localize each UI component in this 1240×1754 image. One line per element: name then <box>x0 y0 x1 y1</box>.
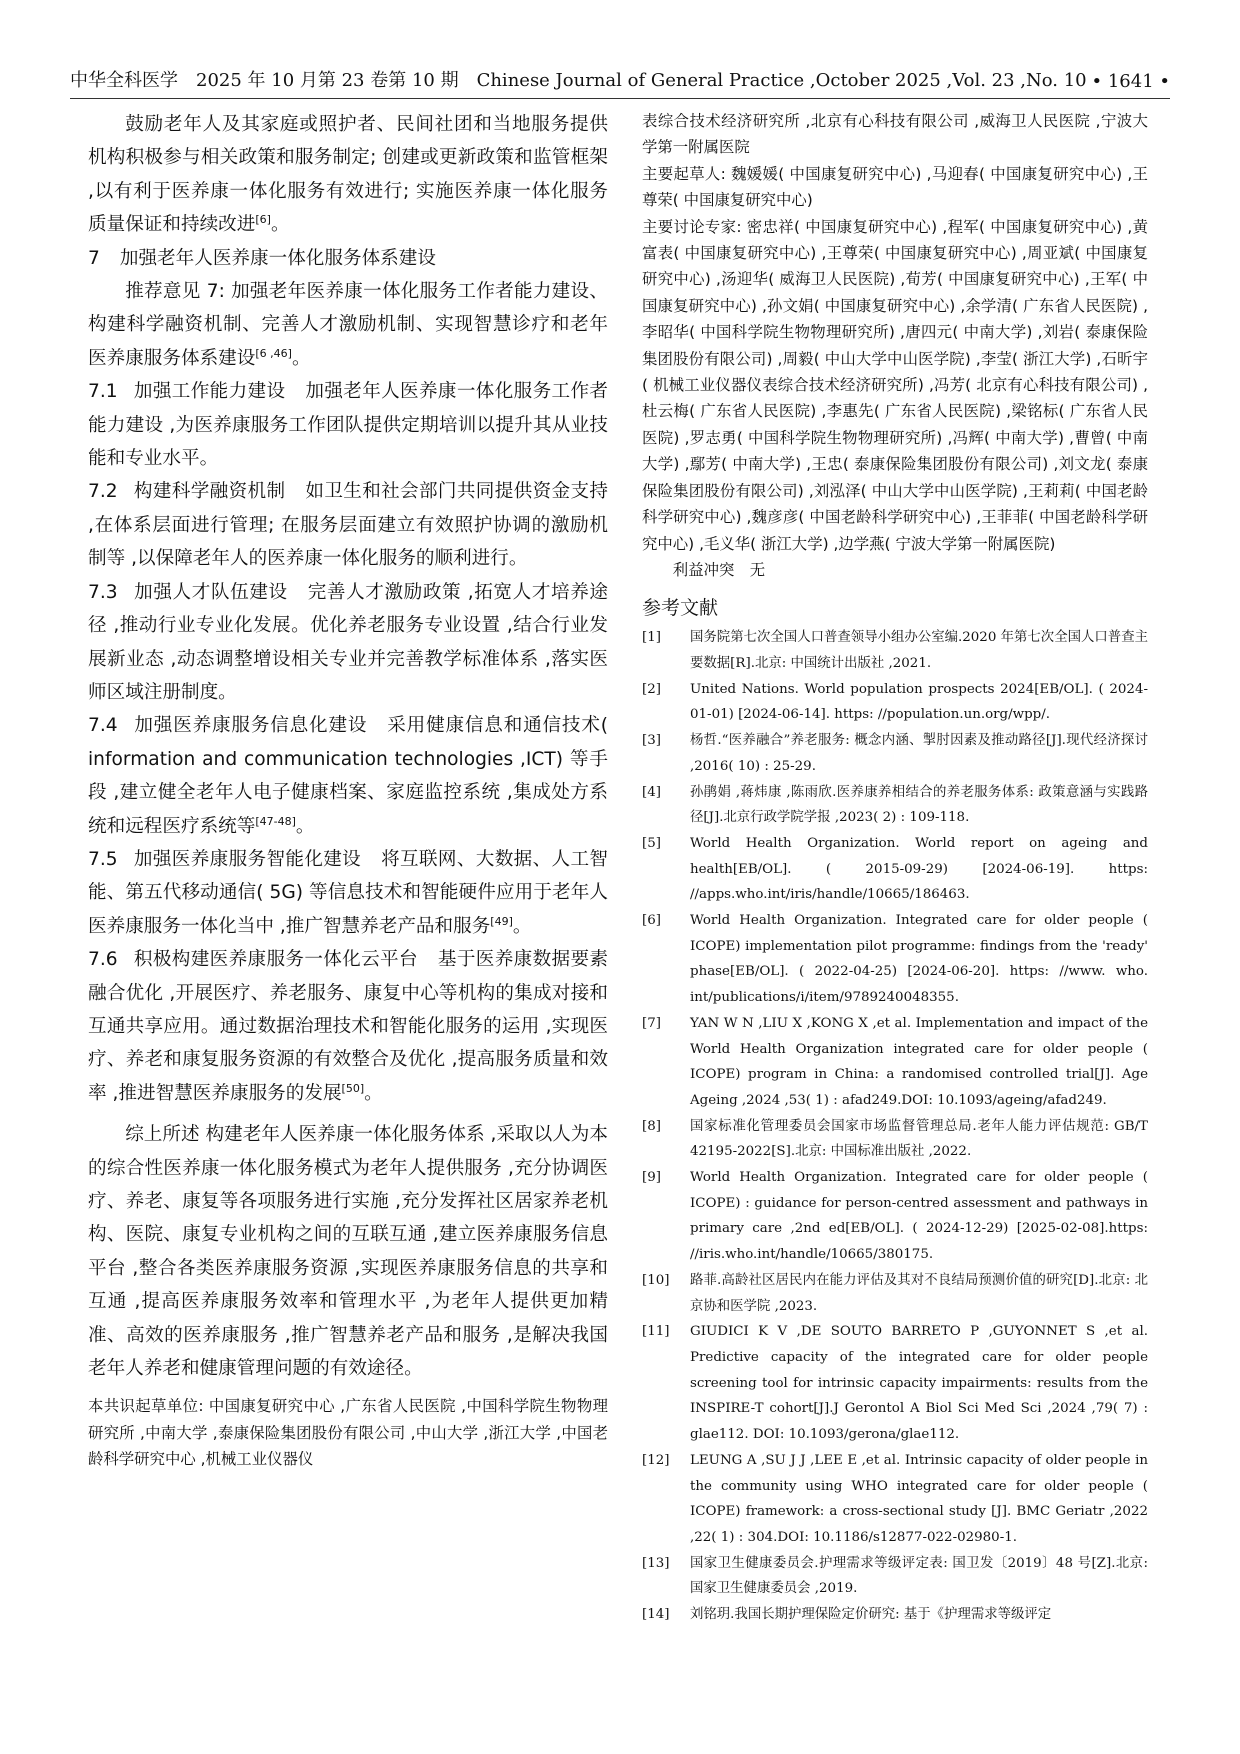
main-drafters: 主要起草人: 魏媛媛( 中国康复研究中心) ,马迎春( 中国康复研究中心) ,王尊荣( 中国康复研究中心) <box>642 164 1148 210</box>
left-column <box>88 108 608 1473</box>
reference-number: [8] <box>642 1118 661 1134</box>
reference-number: [3] <box>642 733 661 749</box>
reference-item <box>642 728 1148 779</box>
section-7-2: 7.2 构建科学融资机制 如卫生和社会部门共同提供资金支持 ,在体系层面进行管理; 在服务层面建立有效照护协调的激励机制等 ,以保障老年人的医养康一体化服务的顺利进行。 <box>88 481 608 570</box>
section-7-5: 7.5 加强医养康服务智能化建设 将互联网、大数据、人工智能、第五代移动通信( 5G) 等信息技术和智能硬件应用于老年人医养康服务一体化当中 ,推广智慧养老产品和服务[49]。 <box>88 848 608 937</box>
reference-item <box>642 1551 1148 1602</box>
reference-number: [9] <box>642 1170 661 1186</box>
reference-text: World Health Organization. World report on ageing and health[EB/OL]. ( 2015-09-29) [2024-06-19]. https: //apps.who.int/iris/handle/10665/186463. <box>690 835 1148 903</box>
conflict-of-interest: 利益冲突 无 <box>672 560 766 579</box>
reference-item <box>642 625 1148 676</box>
reference-text: 刘铭玥.我国长期护理保险定价研究: 基于《护理需求等级评定 <box>690 1607 1052 1623</box>
section-7-3: 7.3 加强人才队伍建设 完善人才激励政策 ,拓宽人才培养途径 ,推动行业专业化发展。优化养老服务专业设置 ,结合行业发展新业态 ,动态调整增设相关专业并完善教学标准体系 ,落实医师区域注册制度。 <box>88 581 608 703</box>
reference-text: 国务院第七次全国人口普查领导小组办公室编.2020 年第七次全国人口普查主要数据[R].北京: 中国统计出版社 ,2021. <box>690 630 1148 672</box>
reference-text: LEUNG A ,SU J J ,LEE E ,et al. Intrinsic capacity of older people in the community using WHO integrated care for older people ( ICOPE) framework: a cross-sectional study [J]. BMC Geriatr ,2022 ,22( 1) : 304.DOI: 10.1186/s12877-022-02980-1. <box>690 1452 1148 1545</box>
reference-text: World Health Organization. Integrated care for older people ( ICOPE) : guidance for person-centred assessment and pathways in primary care ,2nd ed[EB/OL]. ( 2024-12-29) [2025-02-08].https: //iris.who.int/handle/10665/380175. <box>690 1170 1148 1263</box>
reference-number: [1] <box>642 630 661 646</box>
discussion-experts: 主要讨论专家: 密忠祥( 中国康复研究中心) ,程军( 中国康复研究中心) ,黄富表( 中国康复研究中心) ,王尊荣( 中国康复研究中心) ,周亚斌( 中国康复研究中心) ,汤迎华( 威海卫人民医院) ,荀芳( 中国康复研究中心) ,王军( 中国康复研究中心) ,孙文娟( 中国康复研究中心) ,余学清( 广东省人民医院) ,李昭华( 中国科学院生物物理研究所) ,唐四元( 中南大学) ,刘岩( 泰康保险集团股份有限公司) ,周毅( 中山大学中山医学院) ,李莹( 浙江大学) ,石昕宇( 机械工业仪器仪表综合技术经济研究所) ,冯芳( 北京有心科技有限公司) ,杜云梅( 广东省人民医院) ,李惠先( 广东省人民医院) ,梁铭标( 广东省人民医院) ,罗志勇( 中国科学院生物物理研究所) ,冯辉( 中南大学) ,曹曾( 中南大学) ,鄢芳( 中南大学) ,王忠( 泰康保险集团股份有限公司) ,刘文龙( 泰康保险集团股份有限公司) ,刘泓泽( 中山大学中山医学院) ,王莉莉( 中国老龄科学研究中心) ,魏彦彦( 中国老龄科学研究中心) ,王菲菲( 中国老龄科学研究中心) ,毛义华( 浙江大学) ,边学燕( 宁波大学第一附属医院) <box>642 217 1148 553</box>
reference-number: [11] <box>642 1324 670 1340</box>
reference-item <box>642 1448 1148 1551</box>
paragraph-policy: 鼓励老年人及其家庭或照护者、民间社团和当地服务提供机构积极参与相关政策和服务制定; 创建或更新政策和监管框架 ,以有利于医养康一体化服务有效进行; 实施医养康一体化服务质量保证和持续改进[6]。 <box>88 114 608 236</box>
reference-number: [2] <box>642 681 661 697</box>
reference-item <box>642 1165 1148 1268</box>
reference-number: [10] <box>642 1272 670 1288</box>
reference-item <box>642 780 1148 831</box>
reference-item <box>642 677 1148 728</box>
reference-item <box>642 1268 1148 1319</box>
reference-item <box>642 1114 1148 1165</box>
reference-list <box>642 625 1148 1627</box>
reference-number: [7] <box>642 1015 661 1031</box>
reference-number: [12] <box>642 1452 670 1468</box>
reference-text: 国家卫生健康委员会.护理需求等级评定表: 国卫发〔2019〕48 号[Z].北京: 国家卫生健康委员会 ,2019. <box>690 1555 1148 1597</box>
journal-info: 中华全科医学 2025 年 10 月第 23 卷第 10 期 Chinese Journal of General Practice ,October 2025 ,Vol. 23 ,No. 10 <box>70 70 1087 91</box>
reference-item <box>642 1602 1148 1628</box>
section-7-heading: 7 加强老年人医养康一体化服务体系建设 <box>88 247 436 269</box>
reference-number: [14] <box>642 1607 670 1623</box>
reference-item <box>642 908 1148 1011</box>
section-7-1: 7.1 加强工作能力建设 加强老年人医养康一体化服务工作者能力建设 ,为医养康服务工作团队提供定期培训以提升其从业技能和专业水平。 <box>88 381 608 470</box>
reference-text: YAN W N ,LIU X ,KONG X ,et al. Implementation and impact of the World Health Organization integrated care for older people ( ICOPE) program in China: a randomised controlled trial[J]. Age Ageing ,2024 ,53( 1) : afad249.DOI: 10.1093/ageing/afad249. <box>690 1015 1148 1108</box>
reference-text: 路菲.高龄社区居民内在能力评估及其对不良结局预测价值的研究[D].北京: 北京协和医学院 ,2023. <box>690 1272 1148 1314</box>
reference-text: World Health Organization. Integrated care for older people ( ICOPE) implementation pilot programme: findings from the 'ready' phase[EB/OL]. ( 2022-04-25) [2024-06-20]. https: //www. who. int/publications/i/item/9789240048355. <box>690 913 1148 1006</box>
section-7-4: 7.4 加强医养康服务信息化建设 采用健康信息和通信技术( information and communication technologies ,ICT) 等手段 ,建立健全老年人电子健康档案、家庭监控系统 ,集成处方系统和远程医疗系统等[47-48]。 <box>88 715 608 837</box>
reference-number: [4] <box>642 784 661 800</box>
reference-number: [5] <box>642 835 661 851</box>
section-7-6: 7.6 积极构建医养康服务一体化云平台 基于医养康数据要素融合优化 ,开展医疗、养老服务、康复中心等机构的集成对接和互通共享应用。通过数据治理技术和智能化服务的运用 ,实现医疗、养老和康复服务资源的有效整合及优化 ,提高服务质量和效率 ,推进智慧医养康服务的发展[50]。 <box>88 949 608 1104</box>
running-header <box>70 62 1170 99</box>
page-number: • 1641 • <box>1091 71 1170 92</box>
reference-text: 国家标准化管理委员会国家市场监督管理总局.老年人能力评估规范: GB/T 42195-2022[S].北京: 中国标准出版社 ,2022. <box>690 1118 1148 1160</box>
reference-item <box>642 831 1148 908</box>
drafting-units-continued: 表综合技术经济研究所 ,北京有心科技有限公司 ,威海卫人民医院 ,宁波大学第一附属医院 <box>642 112 1148 157</box>
summary-paragraph: 综上所述 构建老年人医养康一体化服务体系 ,采取以人为本的综合性医养康一体化服务模式为老年人提供服务 ,充分协调医疗、养老、康复等各项服务进行实施 ,充分发挥社区居家养老机构、医院、康复专业机构之间的互联互通 ,建立医养康服务信息平台 ,整合各类医养康服务资源 ,实现医养康服务信息的共享和互通 ,提高医养康服务效率和管理水平 ,为老年人提供更加精准、高效的医养康服务 ,推广智慧养老产品和服务 ,是解决我国老年人养老和健康管理问题的有效途径。 <box>88 1124 608 1380</box>
drafting-units: 本共识起草单位: 中国康复研究中心 ,广东省人民医院 ,中国科学院生物物理研究所 ,中南大学 ,泰康保险集团股份有限公司 ,中山大学 ,浙江大学 ,中国老龄科学研究中心 ,机械工业仪器仪 <box>88 1397 608 1469</box>
reference-text: GIUDICI K V ,DE SOUTO BARRETO P ,GUYONNET S ,et al. Predictive capacity of the integrated care for older people screening tool for intrinsic capacity impairments: results from the INSPIRE-T cohort[J].J Gerontol A Biol Sci Med Sci ,2024 ,79( 7) : glae112. DOI: 10.1093/gerona/glae112. <box>690 1324 1148 1443</box>
reference-number: [13] <box>642 1555 670 1571</box>
reference-item <box>642 1011 1148 1114</box>
reference-text: United Nations. World population prospects 2024[EB/OL]. ( 2024-01-01) [2024-06-14]. https: //population.un.org/wpp/. <box>690 681 1148 723</box>
reference-text: 杨哲.“医养融合”养老服务: 概念内涵、掣肘因素及推动路径[J].现代经济探讨 ,2016( 10) : 25-29. <box>690 733 1148 774</box>
reference-text: 孙鹃娟 ,蒋炜康 ,陈雨欣.医养康养相结合的养老服务体系: 政策意涵与实践路径[J].北京行政学院学报 ,2023( 2) : 109-118. <box>690 784 1148 826</box>
right-column <box>642 108 1148 1628</box>
recommendation-7: 推荐意见 7: 加强老年医养康一体化服务工作者能力建设、构建科学融资机制、完善人才激励机制、实现智慧诊疗和老年医养康服务体系建设[6 ,46]。 <box>88 281 608 369</box>
references-heading: 参考文献 <box>642 597 719 620</box>
reference-number: [6] <box>642 913 661 929</box>
reference-item <box>642 1319 1148 1448</box>
